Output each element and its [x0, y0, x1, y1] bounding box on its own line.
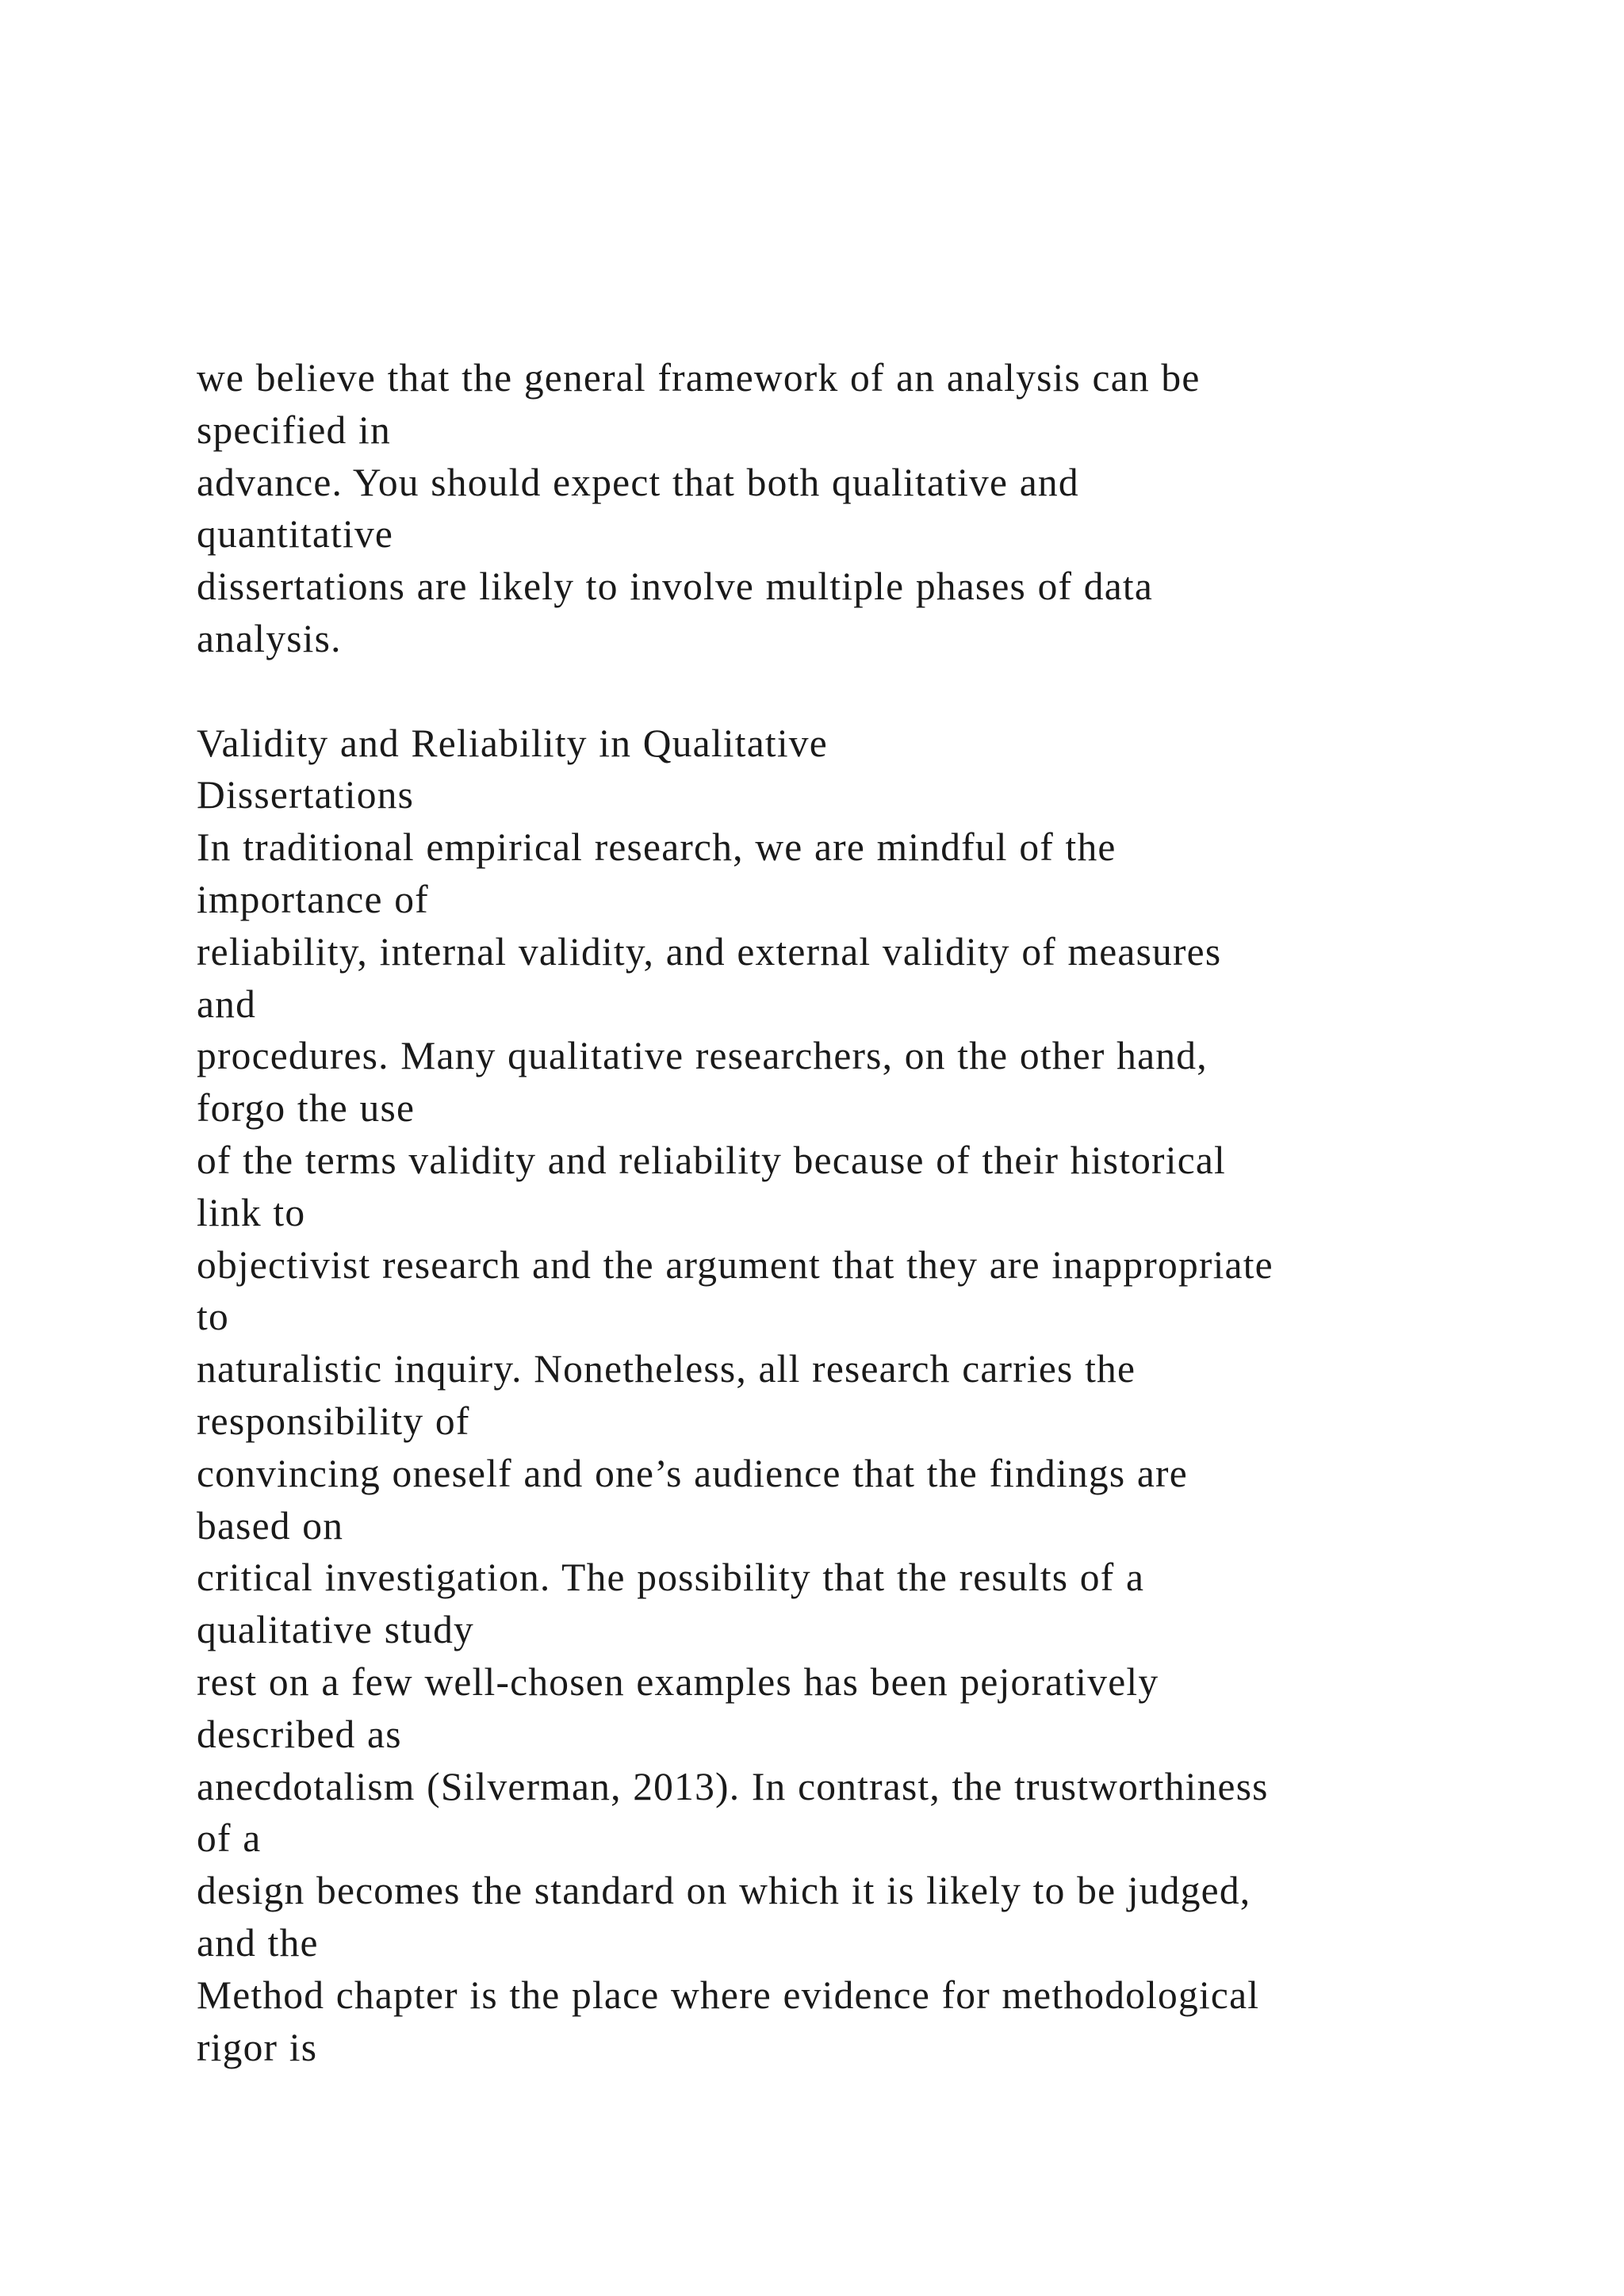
text-line: reliability, internal validity, and external validity of measures	[197, 929, 1222, 974]
text-line: responsibility of	[197, 1399, 470, 1443]
text-line: objectivist research and the argument that they are inappropriate	[197, 1242, 1274, 1287]
heading-line: Validity and Reliability in Qualitative	[197, 721, 828, 765]
text-line: link to	[197, 1190, 306, 1234]
paragraph-validity-reliability	[197, 821, 1545, 2073]
text-line: rest on a few well-chosen examples has been pejoratively	[197, 1659, 1159, 1704]
text-line: Method chapter is the place where evidence for methodological	[197, 1973, 1260, 2017]
text-line: dissertations are likely to involve multiple phases of data	[197, 564, 1154, 609]
text-line: design becomes the standard on which it is likely to be judged,	[197, 1869, 1251, 1913]
text-line: described as	[197, 1712, 402, 1756]
text-line: quantitative	[197, 512, 394, 557]
text-line: we believe that the general framework of an analysis can be	[197, 356, 1201, 400]
text-line: analysis.	[197, 616, 342, 660]
paragraph-spacer	[197, 665, 1545, 718]
text-line: procedures. Many qualitative researchers, on the other hand,	[197, 1034, 1208, 1078]
text-line: to	[197, 1295, 229, 1339]
text-line: qualitative study	[197, 1608, 474, 1652]
text-line: rigor is	[197, 2025, 318, 2069]
heading-line: Dissertations	[197, 773, 415, 817]
text-line: anecdotalism (Silverman, 2013). In contrast, the trustworthiness	[197, 1764, 1269, 1808]
document-body	[197, 352, 1545, 2073]
text-line: critical investigation. The possibility that the results of a	[197, 1556, 1145, 1600]
text-line: forgo the use	[197, 1086, 416, 1131]
text-line: convincing oneself and one’s audience that the findings are	[197, 1451, 1188, 1495]
text-line: of the terms validity and reliability because of their historical	[197, 1138, 1226, 1182]
text-line: based on	[197, 1503, 344, 1548]
text-line: In traditional empirical research, we are mindful of the	[197, 825, 1116, 870]
paragraph-analysis-phases	[197, 352, 1545, 665]
text-line: of a	[197, 1816, 262, 1861]
text-line: specified in	[197, 408, 391, 452]
text-line: naturalistic inquiry. Nonetheless, all research carries the	[197, 1347, 1136, 1391]
text-line: and	[197, 982, 257, 1026]
text-line: advance. You should expect that both qualitative and	[197, 460, 1079, 504]
text-line: and the	[197, 1920, 319, 1965]
section-heading	[197, 718, 1545, 822]
text-line: importance of	[197, 877, 429, 921]
